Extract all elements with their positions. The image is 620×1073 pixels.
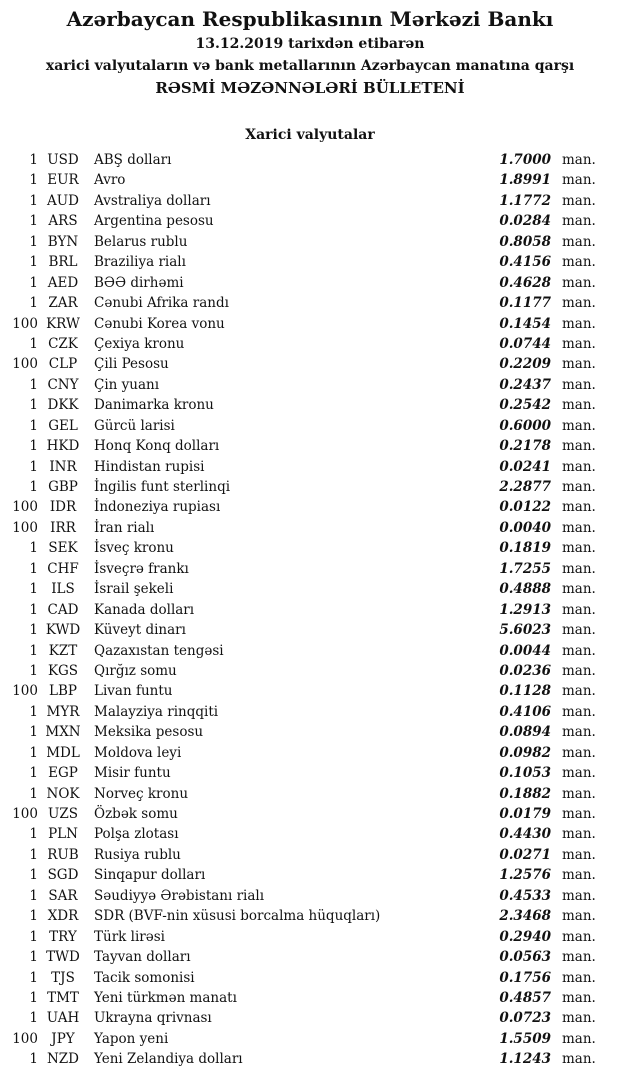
rate-cell: 0.1454 xyxy=(499,315,551,332)
nominal-cell: 100 xyxy=(12,1030,38,1047)
nominal-cell: 100 xyxy=(12,315,38,332)
currency-name-cell: SDR (BVF-nin xüsusi borcalma hüquqları) xyxy=(94,908,381,925)
currency-name-cell: Braziliya rialı xyxy=(94,254,186,271)
rate-cell: 1.1772 xyxy=(499,192,551,209)
currency-code-cell: UAH xyxy=(46,1010,80,1027)
currency-row xyxy=(0,906,620,926)
currency-code-cell: HKD xyxy=(46,438,80,455)
unit-cell: man. xyxy=(562,1051,596,1068)
currency-name-cell: Cənubi Korea vonu xyxy=(94,315,225,332)
currency-code-cell: GBP xyxy=(48,479,78,495)
currency-row xyxy=(0,620,620,640)
currency-row xyxy=(0,150,620,170)
currency-code-cell: CLP xyxy=(48,356,78,373)
currency-row xyxy=(0,702,620,722)
unit-cell: man. xyxy=(562,192,596,209)
unit-cell: man. xyxy=(562,172,596,189)
currency-code-cell: MXN xyxy=(45,724,81,741)
unit-cell: man. xyxy=(562,765,596,782)
rate-cell: 0.4857 xyxy=(499,989,551,1006)
unit-cell: man. xyxy=(562,254,596,271)
currency-name-cell: Honq Konq dolları xyxy=(94,438,220,455)
unit-cell: man. xyxy=(562,622,596,639)
currency-code-cell: AUD xyxy=(47,192,79,209)
unit-cell: man. xyxy=(562,642,596,659)
unit-cell: man. xyxy=(562,887,596,904)
currency-row xyxy=(0,211,620,231)
bank-title: Azərbaycan Respublikasının Mərkəzi Bankı xyxy=(66,7,554,31)
currency-code-cell: PLN xyxy=(48,826,78,843)
currency-row xyxy=(0,865,620,885)
currency-name-cell: Kanada dolları xyxy=(94,601,195,618)
nominal-cell: 1 xyxy=(29,724,38,741)
nominal-cell: 1 xyxy=(29,479,38,495)
nominal-cell: 1 xyxy=(29,274,38,291)
currency-name-cell: Argentina pesosu xyxy=(94,213,214,230)
rate-cell: 0.1756 xyxy=(499,969,551,986)
rate-cell: 0.0563 xyxy=(499,949,551,966)
rate-cell: 0.0122 xyxy=(499,499,551,516)
currency-code-cell: USD xyxy=(47,152,79,168)
effective-date-line: 13.12.2019 tarixdən etibarən xyxy=(195,36,425,52)
currency-row xyxy=(0,579,620,599)
nominal-cell: 100 xyxy=(12,683,38,700)
unit-cell: man. xyxy=(562,540,596,557)
nominal-cell: 1 xyxy=(29,540,38,557)
nominal-cell: 1 xyxy=(29,192,38,209)
currency-code-cell: IRR xyxy=(50,519,76,536)
currency-row xyxy=(0,375,620,395)
rate-cell: 0.4156 xyxy=(499,254,551,271)
nominal-cell: 1 xyxy=(29,254,38,271)
nominal-cell: 1 xyxy=(29,438,38,455)
currency-row xyxy=(0,293,620,313)
nominal-cell: 1 xyxy=(29,601,38,618)
nominal-cell: 1 xyxy=(29,458,38,475)
rate-cell: 0.4106 xyxy=(499,703,551,720)
nominal-cell: 1 xyxy=(29,989,38,1006)
currency-name-cell: BƏƏ dirhəmi xyxy=(94,274,184,291)
rate-cell: 0.0744 xyxy=(499,335,551,352)
currency-code-cell: NOK xyxy=(46,785,80,802)
rate-cell: 0.2940 xyxy=(499,928,551,945)
currency-code-cell: GEL xyxy=(48,417,78,434)
nominal-cell: 1 xyxy=(29,908,38,925)
currency-name-cell: Polşa zlotası xyxy=(94,826,179,843)
currency-row xyxy=(0,886,620,906)
currency-name-cell: Meksika pesosu xyxy=(94,724,204,741)
nominal-cell: 1 xyxy=(29,1010,38,1027)
unit-cell: man. xyxy=(562,806,596,822)
nominal-cell: 1 xyxy=(29,213,38,230)
rate-cell: 1.5509 xyxy=(499,1030,551,1047)
currency-name-cell: Tacik somonisi xyxy=(94,969,195,986)
rate-cell: 0.0271 xyxy=(499,846,551,863)
currency-code-cell: CHF xyxy=(47,560,79,577)
unit-cell: man. xyxy=(562,703,596,720)
nominal-cell: 1 xyxy=(29,642,38,659)
rate-cell: 1.8991 xyxy=(499,172,551,189)
currency-row xyxy=(0,947,620,967)
currency-row xyxy=(0,784,620,804)
rate-cell: 0.0236 xyxy=(499,662,551,679)
subtitle-line: xarici valyutaların və bank metallarının Azərbaycan manatına qarşı xyxy=(45,58,575,74)
currency-name-cell: Danimarka kronu xyxy=(94,397,214,414)
currency-name-cell: Sinqapur dolları xyxy=(94,867,206,884)
nominal-cell: 1 xyxy=(29,397,38,414)
currency-code-cell: ILS xyxy=(51,581,75,598)
currency-name-cell: Livan funtu xyxy=(94,683,173,700)
currency-row xyxy=(0,927,620,947)
currency-table-body xyxy=(0,150,620,1070)
currency-code-cell: CNY xyxy=(47,376,79,393)
unit-cell: man. xyxy=(562,846,596,863)
bulletin-title: RƏSMİ MƏZƏNNƏLƏRİ BÜLLETENİ xyxy=(155,79,465,97)
currency-row xyxy=(0,252,620,272)
currency-code-cell: JPY xyxy=(51,1030,75,1047)
currency-row xyxy=(0,314,620,334)
currency-name-cell: Malayziya rinqqiti xyxy=(94,703,219,720)
currency-row xyxy=(0,436,620,456)
rate-cell: 0.0179 xyxy=(499,806,551,822)
rate-cell: 0.0894 xyxy=(499,724,551,741)
nominal-cell: 1 xyxy=(29,867,38,884)
nominal-cell: 1 xyxy=(29,744,38,761)
unit-cell: man. xyxy=(562,458,596,475)
currency-name-cell: İsveç kronu xyxy=(94,540,174,557)
currency-code-cell: NZD xyxy=(46,1051,80,1068)
unit-cell: man. xyxy=(562,479,596,495)
currency-row xyxy=(0,191,620,211)
nominal-cell: 1 xyxy=(29,826,38,843)
currency-row xyxy=(0,804,620,824)
currency-code-cell: SEK xyxy=(48,540,78,557)
unit-cell: man. xyxy=(562,274,596,291)
currency-name-cell: Çili Pesosu xyxy=(94,356,169,373)
nominal-cell: 1 xyxy=(29,949,38,966)
nominal-cell: 1 xyxy=(29,335,38,352)
section-title-foreign-currencies: Xarici valyutalar xyxy=(245,127,375,143)
rate-cell: 1.7255 xyxy=(499,560,551,577)
currency-code-cell: CAD xyxy=(47,601,79,618)
currency-code-cell: IDR xyxy=(49,499,77,516)
rate-cell: 0.0044 xyxy=(499,642,551,659)
rate-cell: 0.0723 xyxy=(499,1010,551,1027)
currency-code-cell: BRL xyxy=(48,254,78,271)
currency-name-cell: Tayvan dolları xyxy=(94,949,191,966)
currency-name-cell: Norveç kronu xyxy=(94,785,189,802)
currency-code-cell: KWD xyxy=(45,622,81,639)
unit-cell: man. xyxy=(562,826,596,843)
unit-cell: man. xyxy=(562,785,596,802)
rate-cell: 1.1243 xyxy=(499,1051,551,1068)
currency-code-cell: SAR xyxy=(48,887,78,904)
currency-row xyxy=(0,232,620,252)
rate-cell: 0.1177 xyxy=(499,295,551,312)
unit-cell: man. xyxy=(562,152,596,168)
rate-cell: 1.2576 xyxy=(499,867,551,884)
currency-row xyxy=(0,600,620,620)
currency-row xyxy=(0,1008,620,1028)
rate-cell: 0.0040 xyxy=(499,519,551,536)
currency-code-cell: CZK xyxy=(48,335,78,352)
currency-code-cell: EGP xyxy=(48,765,78,782)
currency-name-cell: İngilis funt sterlinqi xyxy=(94,479,231,495)
unit-cell: man. xyxy=(562,499,596,516)
currency-code-cell: DKK xyxy=(47,397,79,414)
nominal-cell: 1 xyxy=(29,969,38,986)
currency-row xyxy=(0,273,620,293)
nominal-cell: 1 xyxy=(29,152,38,168)
currency-row xyxy=(0,681,620,701)
currency-row xyxy=(0,416,620,436)
currency-row xyxy=(0,477,620,497)
currency-name-cell: Yeni türkmən manatı xyxy=(94,989,237,1006)
currency-name-cell: Rusiya rublu xyxy=(94,846,181,863)
currency-row xyxy=(0,457,620,477)
nominal-cell: 1 xyxy=(29,703,38,720)
nominal-cell: 1 xyxy=(29,928,38,945)
unit-cell: man. xyxy=(562,213,596,230)
unit-cell: man. xyxy=(562,519,596,536)
nominal-cell: 100 xyxy=(12,356,38,373)
currency-name-cell: Avstraliya dolları xyxy=(94,192,211,209)
nominal-cell: 1 xyxy=(29,622,38,639)
nominal-cell: 100 xyxy=(12,806,38,822)
rate-cell: 0.0982 xyxy=(499,744,551,761)
currency-code-cell: KZT xyxy=(48,642,78,659)
currency-name-cell: Moldova leyi xyxy=(94,744,182,761)
currency-name-cell: Səudiyyə Ərəbistanı rialı xyxy=(94,887,265,904)
currency-code-cell: TWD xyxy=(46,949,80,966)
currency-code-cell: TRY xyxy=(49,928,77,945)
nominal-cell: 1 xyxy=(29,887,38,904)
rate-cell: 0.4628 xyxy=(499,274,551,291)
currency-code-cell: XDR xyxy=(47,908,79,925)
currency-code-cell: KRW xyxy=(46,315,80,332)
currency-code-cell: BYN xyxy=(47,233,79,250)
currency-code-cell: INR xyxy=(49,458,77,475)
rate-cell: 0.1128 xyxy=(499,683,551,700)
currency-code-cell: ARS xyxy=(48,213,78,230)
unit-cell: man. xyxy=(562,335,596,352)
rate-cell: 0.2178 xyxy=(499,438,551,455)
currency-row xyxy=(0,845,620,865)
currency-name-cell: Cənubi Afrika randı xyxy=(94,295,229,312)
currency-code-cell: UZS xyxy=(47,806,78,822)
rate-cell: 0.4430 xyxy=(499,826,551,843)
currency-name-cell: İndoneziya rupiası xyxy=(94,499,221,516)
nominal-cell: 1 xyxy=(29,417,38,434)
currency-name-cell: Özbək somu xyxy=(94,806,178,822)
unit-cell: man. xyxy=(562,560,596,577)
currency-code-cell: TJS xyxy=(51,969,75,986)
rate-cell: 5.6023 xyxy=(499,622,551,639)
nominal-cell: 1 xyxy=(29,581,38,598)
currency-code-cell: MDL xyxy=(46,744,80,761)
currency-name-cell: ABŞ dolları xyxy=(94,152,172,168)
rate-cell: 0.2437 xyxy=(499,376,551,393)
currency-name-cell: Gürcü larisi xyxy=(94,417,175,434)
currency-name-cell: Avro xyxy=(94,172,126,189)
rate-cell: 0.4888 xyxy=(499,581,551,598)
rate-cell: 0.6000 xyxy=(499,417,551,434)
currency-name-cell: Çexiya kronu xyxy=(94,335,185,352)
rate-cell: 1.7000 xyxy=(499,152,551,168)
unit-cell: man. xyxy=(562,438,596,455)
currency-row xyxy=(0,763,620,783)
rate-cell: 1.2913 xyxy=(499,601,551,618)
currency-code-cell: SGD xyxy=(47,867,79,884)
currency-code-cell: KGS xyxy=(47,662,79,679)
unit-cell: man. xyxy=(562,356,596,373)
unit-cell: man. xyxy=(562,908,596,925)
currency-row xyxy=(0,354,620,374)
nominal-cell: 100 xyxy=(12,499,38,516)
currency-row xyxy=(0,518,620,538)
rate-cell: 0.1053 xyxy=(499,765,551,782)
currency-code-cell: LBP xyxy=(49,683,77,700)
nominal-cell: 1 xyxy=(29,172,38,189)
currency-row xyxy=(0,395,620,415)
rate-cell: 0.2542 xyxy=(499,397,551,414)
rate-cell: 0.8058 xyxy=(499,233,551,250)
unit-cell: man. xyxy=(562,233,596,250)
currency-name-cell: Ukrayna qrivnası xyxy=(94,1010,212,1027)
currency-row xyxy=(0,170,620,190)
rate-cell: 2.2877 xyxy=(499,479,551,495)
currency-code-cell: TMT xyxy=(47,989,79,1006)
nominal-cell: 1 xyxy=(29,765,38,782)
currency-row xyxy=(0,641,620,661)
rate-cell: 0.1882 xyxy=(499,785,551,802)
unit-cell: man. xyxy=(562,295,596,312)
nominal-cell: 1 xyxy=(29,785,38,802)
unit-cell: man. xyxy=(562,1030,596,1047)
currency-row xyxy=(0,661,620,681)
rate-cell: 0.0284 xyxy=(499,213,551,230)
unit-cell: man. xyxy=(562,662,596,679)
currency-code-cell: RUB xyxy=(47,846,79,863)
nominal-cell: 1 xyxy=(29,233,38,250)
unit-cell: man. xyxy=(562,969,596,986)
unit-cell: man. xyxy=(562,376,596,393)
currency-name-cell: İsveçrə frankı xyxy=(94,560,189,577)
rate-cell: 2.3468 xyxy=(499,908,551,925)
currency-row xyxy=(0,497,620,517)
currency-name-cell: Qazaxıstan tengəsi xyxy=(94,642,224,659)
currency-name-cell: İran rialı xyxy=(94,519,155,536)
currency-row xyxy=(0,824,620,844)
nominal-cell: 1 xyxy=(29,376,38,393)
currency-name-cell: İsrail şekeli xyxy=(94,581,174,598)
unit-cell: man. xyxy=(562,724,596,741)
nominal-cell: 1 xyxy=(29,1051,38,1068)
currency-name-cell: Yapon yeni xyxy=(94,1030,169,1047)
nominal-cell: 1 xyxy=(29,560,38,577)
unit-cell: man. xyxy=(562,315,596,332)
rate-cell: 0.0241 xyxy=(499,458,551,475)
currency-name-cell: Qırğız somu xyxy=(94,662,177,679)
nominal-cell: 1 xyxy=(29,846,38,863)
unit-cell: man. xyxy=(562,949,596,966)
currency-code-cell: EUR xyxy=(47,172,79,189)
unit-cell: man. xyxy=(562,928,596,945)
unit-cell: man. xyxy=(562,397,596,414)
currency-name-cell: Çin yuanı xyxy=(94,376,160,393)
unit-cell: man. xyxy=(562,581,596,598)
currency-code-cell: ZAR xyxy=(48,295,78,312)
currency-row xyxy=(0,988,620,1008)
nominal-cell: 100 xyxy=(12,519,38,536)
currency-row xyxy=(0,1029,620,1049)
currency-code-cell: MYR xyxy=(46,703,80,720)
currency-name-cell: Yeni Zelandiya dolları xyxy=(94,1051,243,1068)
currency-table xyxy=(0,150,620,1070)
rate-cell: 0.2209 xyxy=(499,356,551,373)
unit-cell: man. xyxy=(562,867,596,884)
unit-cell: man. xyxy=(562,744,596,761)
currency-row xyxy=(0,743,620,763)
rate-cell: 0.1819 xyxy=(499,540,551,557)
nominal-cell: 1 xyxy=(29,662,38,679)
currency-row xyxy=(0,559,620,579)
unit-cell: man. xyxy=(562,683,596,700)
unit-cell: man. xyxy=(562,417,596,434)
rate-cell: 0.4533 xyxy=(499,887,551,904)
currency-row xyxy=(0,968,620,988)
currency-row xyxy=(0,1049,620,1069)
currency-name-cell: Belarus rublu xyxy=(94,233,188,250)
nominal-cell: 1 xyxy=(29,295,38,312)
unit-cell: man. xyxy=(562,601,596,618)
currency-name-cell: Küveyt dinarı xyxy=(94,622,186,639)
currency-name-cell: Hindistan rupisi xyxy=(94,458,205,475)
unit-cell: man. xyxy=(562,989,596,1006)
currency-row xyxy=(0,722,620,742)
currency-row xyxy=(0,538,620,558)
currency-name-cell: Misir funtu xyxy=(94,765,171,782)
currency-row xyxy=(0,334,620,354)
currency-name-cell: Türk lirəsi xyxy=(94,928,165,945)
unit-cell: man. xyxy=(562,1010,596,1027)
currency-code-cell: AED xyxy=(47,274,79,291)
